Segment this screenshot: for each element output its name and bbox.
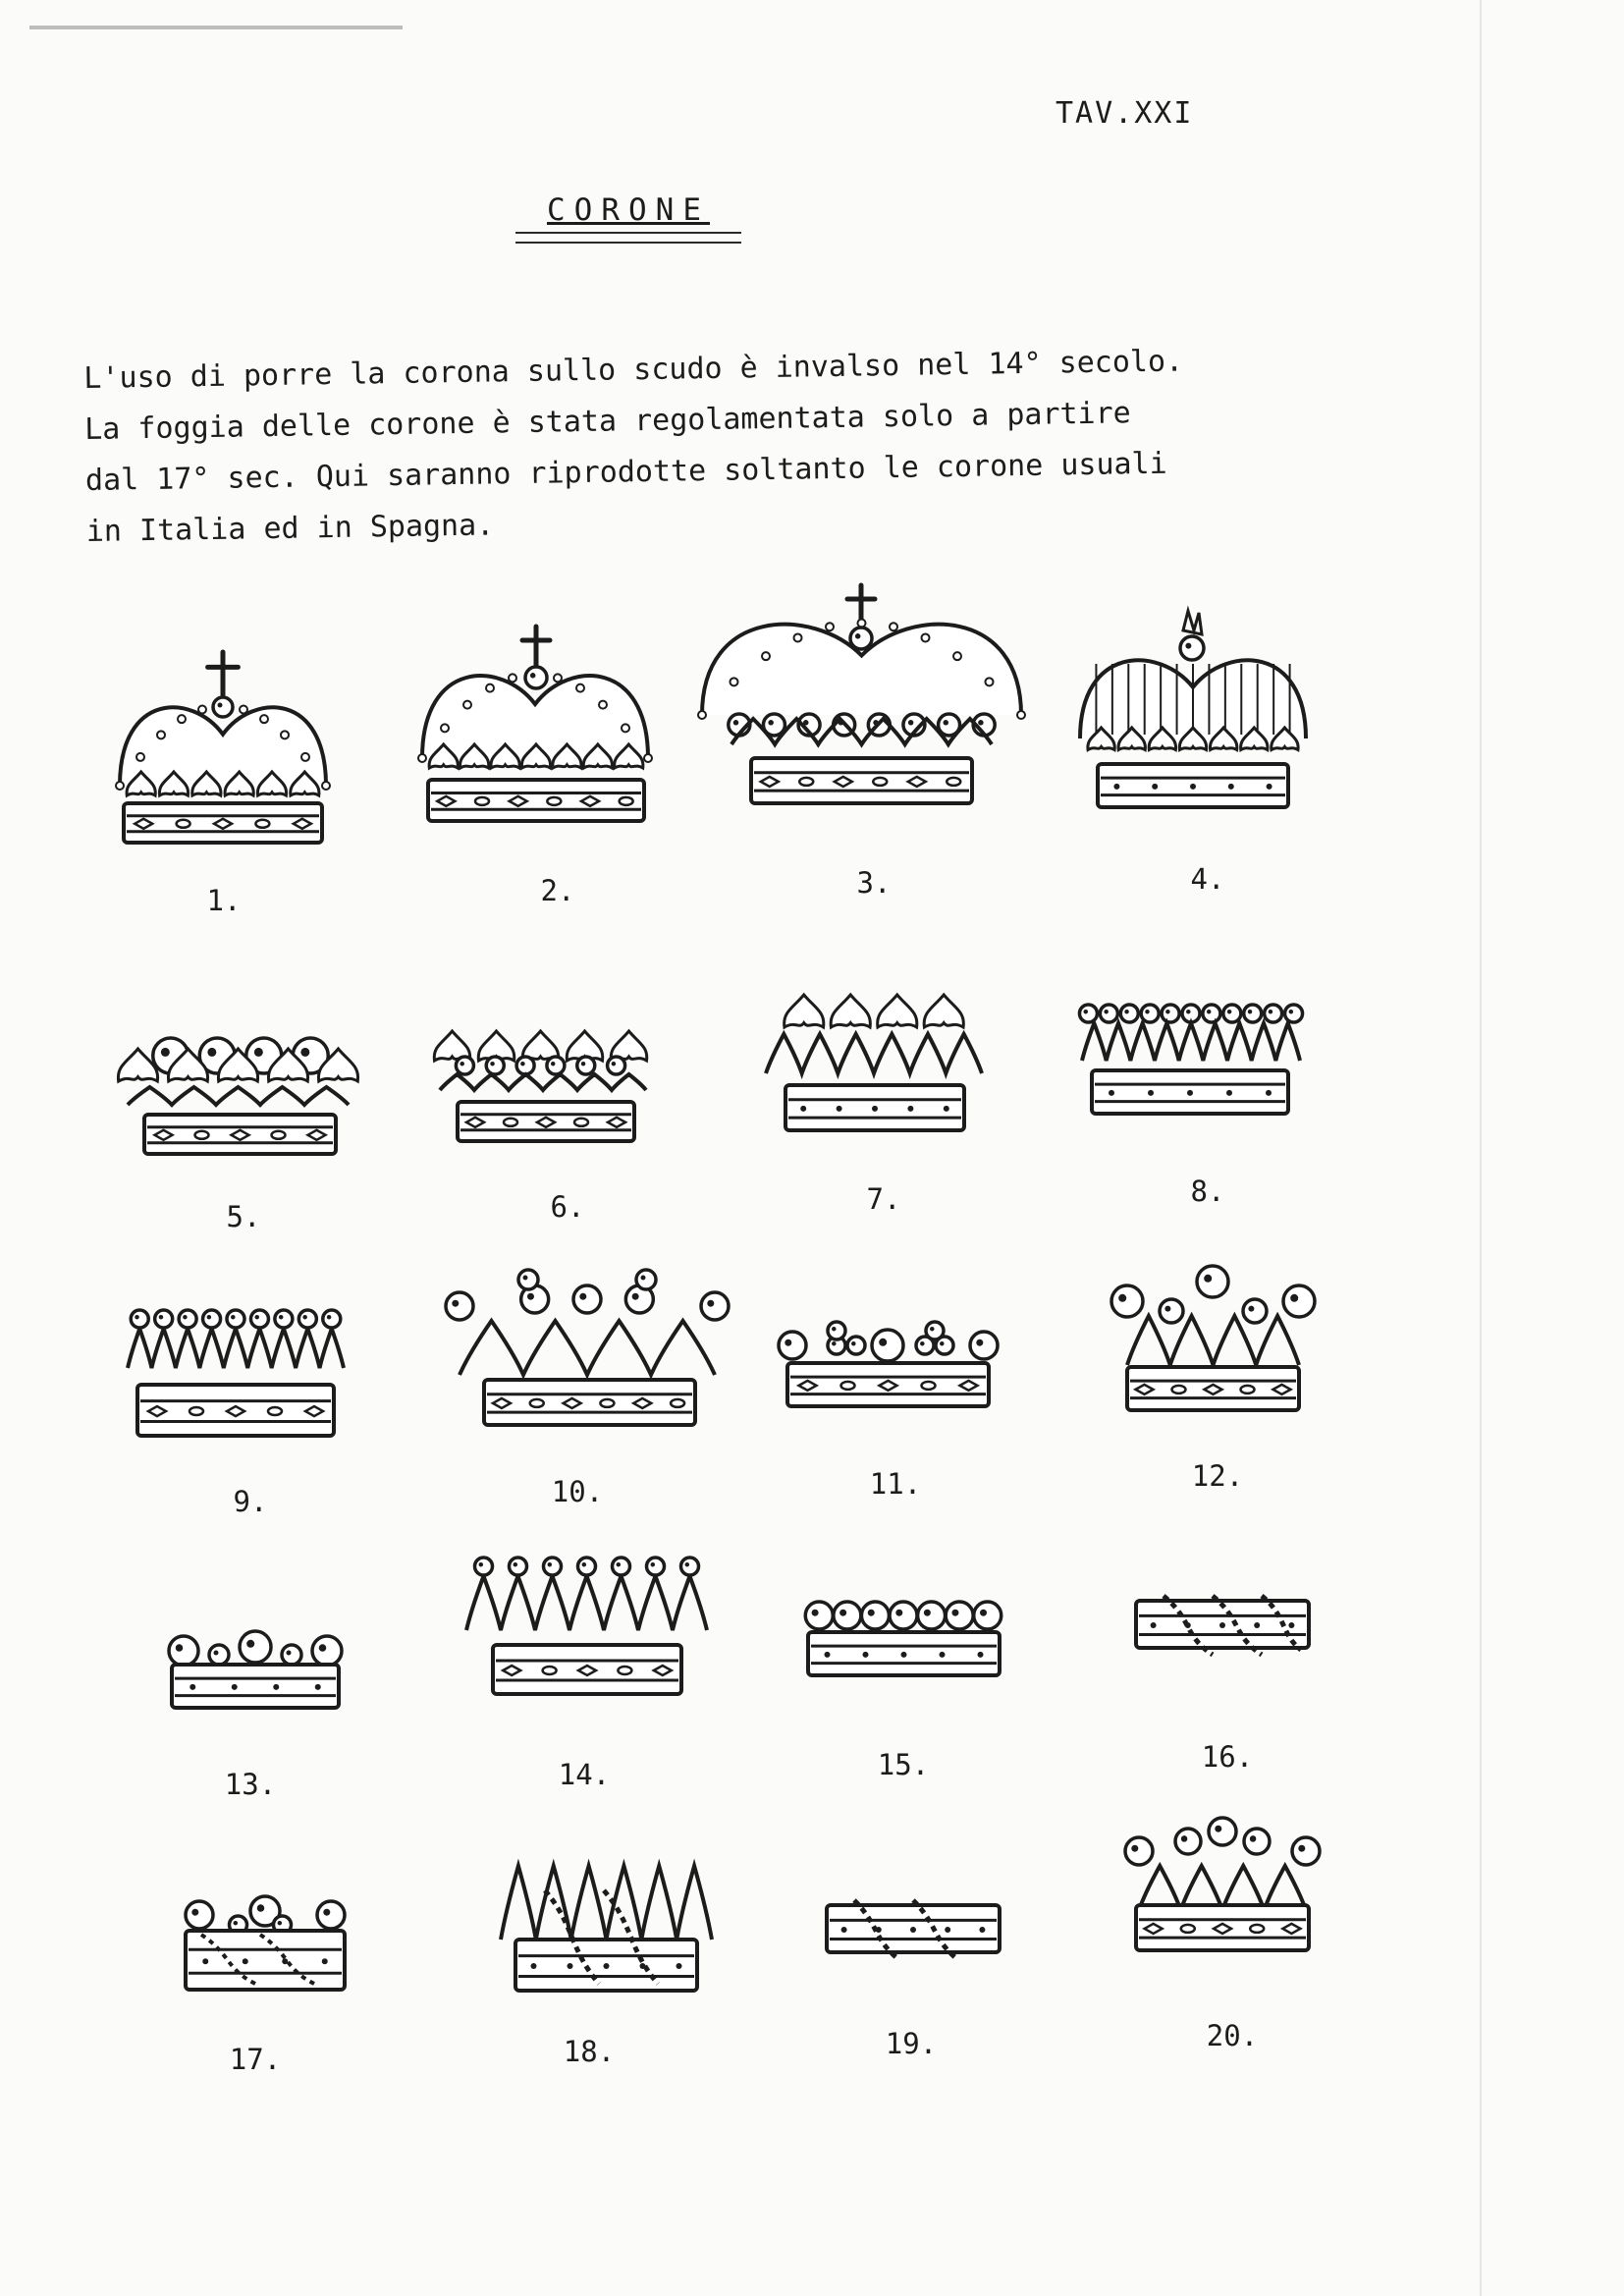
title-double-underline — [515, 232, 741, 244]
crown-figure-20 — [1114, 1807, 1330, 1959]
crown-figure-2 — [410, 611, 661, 837]
crown-figure-3 — [692, 577, 1031, 823]
crown-label: 12. — [1191, 1459, 1244, 1493]
crown-label: 14. — [558, 1758, 611, 1791]
crown-figure-14 — [442, 1537, 731, 1709]
scan-edge-mark — [29, 26, 403, 29]
crown-label: 20. — [1206, 2019, 1259, 2052]
crown-label: 17. — [229, 2043, 282, 2076]
crown-figure-10 — [430, 1272, 744, 1434]
crown-figure-19 — [815, 1886, 1011, 1974]
intro-line: L'uso di porre la corona sullo scudo è invalso nel 14° secolo. — [83, 344, 1184, 396]
crown-label: 1. — [206, 884, 242, 917]
crown-figure-7 — [751, 987, 997, 1142]
crown-figure-5 — [103, 1016, 373, 1178]
crown-label: 11. — [869, 1467, 922, 1501]
crown-label: 13. — [224, 1768, 277, 1801]
crown-figure-15 — [790, 1581, 1016, 1694]
crown-label: 9. — [233, 1485, 268, 1518]
crown-label: 19. — [885, 2027, 938, 2060]
intro-line: dal 17° sec. Qui saranno riprodotte soltanto le corone usuali — [84, 446, 1167, 498]
crown-label: 3. — [856, 866, 892, 900]
crown-figure-4 — [1070, 601, 1316, 827]
crown-label: 4. — [1190, 862, 1225, 896]
crown-label: 8. — [1190, 1175, 1225, 1208]
intro-line: in Italia ed in Spagna. — [85, 508, 495, 549]
crown-figure-16 — [1124, 1581, 1321, 1674]
intro-line: La foggia delle corone è stata regolamentata solo a partire — [83, 396, 1132, 447]
crown-figure-9 — [116, 1294, 356, 1451]
intro-paragraph — [83, 334, 1363, 558]
crown-label: 18. — [563, 2035, 616, 2068]
crown-figure-18 — [486, 1846, 727, 2003]
crown-label: 5. — [226, 1200, 261, 1233]
scan-fold-line — [1480, 0, 1482, 2296]
crown-label: 7. — [866, 1182, 901, 1216]
crown-label: 15. — [877, 1748, 930, 1781]
crown-figure-11 — [768, 1306, 1008, 1424]
crown-label: 6. — [550, 1190, 585, 1224]
page-title: CORONE — [547, 192, 710, 228]
plate-number: TAV.XXI — [1056, 96, 1194, 131]
crown-label: 10. — [551, 1475, 604, 1508]
title-block — [515, 192, 741, 244]
crown-figure-13 — [152, 1615, 358, 1723]
crown-figure-6 — [420, 1011, 666, 1167]
crown-figure-17 — [172, 1886, 358, 2003]
crown-label: 2. — [540, 874, 575, 907]
crown-figure-8 — [1070, 992, 1311, 1139]
crown-figure-12 — [1098, 1257, 1328, 1419]
crown-figure-1 — [110, 638, 336, 845]
crown-label: 16. — [1201, 1740, 1254, 1774]
